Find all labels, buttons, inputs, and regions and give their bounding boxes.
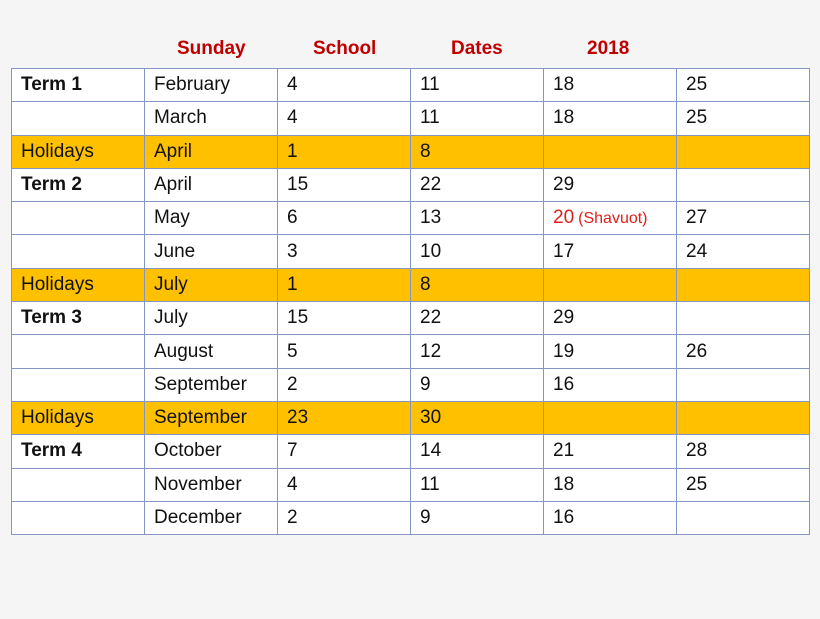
date-cell xyxy=(544,135,677,168)
table-row xyxy=(12,501,810,534)
date-cell: 21 xyxy=(544,435,677,468)
title-word-sunday: Sunday xyxy=(177,38,246,59)
term-cell xyxy=(12,202,145,235)
date-cell: 15 xyxy=(278,302,411,335)
term-cell: Holidays xyxy=(12,401,145,434)
date-cell: 4 xyxy=(278,102,411,135)
month-cell: July xyxy=(145,268,278,301)
term-cell xyxy=(12,235,145,268)
date-cell: 29 xyxy=(544,302,677,335)
table-row xyxy=(12,168,810,201)
date-cell xyxy=(677,168,810,201)
date-cell: 14 xyxy=(411,435,544,468)
table-row xyxy=(12,235,810,268)
schedule-table xyxy=(11,68,810,535)
date-cell: 11 xyxy=(411,102,544,135)
date-cell: 7 xyxy=(278,435,411,468)
month-cell: February xyxy=(145,69,278,102)
month-cell: September xyxy=(145,401,278,434)
date-cell xyxy=(677,302,810,335)
date-cell: 26 xyxy=(677,335,810,368)
month-cell: April xyxy=(145,135,278,168)
date-cell: 25 xyxy=(677,69,810,102)
month-cell: September xyxy=(145,368,278,401)
date-cell: 22 xyxy=(411,302,544,335)
date-cell: 2 xyxy=(278,368,411,401)
holiday-row xyxy=(12,401,810,434)
date-cell: 18 xyxy=(544,468,677,501)
date-cell: 25 xyxy=(677,102,810,135)
date-cell xyxy=(544,268,677,301)
date-cell xyxy=(544,202,677,235)
date-cell xyxy=(677,501,810,534)
date-cell: 1 xyxy=(278,135,411,168)
month-cell: April xyxy=(145,168,278,201)
table-row xyxy=(12,468,810,501)
term-cell: Term 2 xyxy=(12,168,145,201)
date-cell: 5 xyxy=(278,335,411,368)
date-cell: 24 xyxy=(677,235,810,268)
term-cell xyxy=(12,335,145,368)
table-row xyxy=(12,202,810,235)
date-cell: 4 xyxy=(278,468,411,501)
date-cell: 8 xyxy=(411,135,544,168)
date-cell xyxy=(677,368,810,401)
month-cell: December xyxy=(145,501,278,534)
term-cell xyxy=(12,501,145,534)
table-row xyxy=(12,69,810,102)
holiday-note: (Shavuot) xyxy=(578,210,648,228)
table-row xyxy=(12,102,810,135)
date-cell: 9 xyxy=(411,368,544,401)
month-cell: November xyxy=(145,468,278,501)
title-word-dates: Dates xyxy=(451,38,503,59)
date-cell: 22 xyxy=(411,168,544,201)
term-cell xyxy=(12,102,145,135)
date-cell: 6 xyxy=(278,202,411,235)
date-cell: 18 xyxy=(544,102,677,135)
date-cell: 28 xyxy=(677,435,810,468)
table-row xyxy=(12,335,810,368)
date-cell xyxy=(677,268,810,301)
month-cell: June xyxy=(145,235,278,268)
date-cell: 2 xyxy=(278,501,411,534)
date-cell: 15 xyxy=(278,168,411,201)
date-cell: 11 xyxy=(411,69,544,102)
date-cell: 10 xyxy=(411,235,544,268)
date-cell: 23 xyxy=(278,401,411,434)
title-word-year: 2018 xyxy=(587,38,630,59)
table-row xyxy=(12,435,810,468)
date-cell: 1 xyxy=(278,268,411,301)
term-cell xyxy=(12,468,145,501)
date-cell: 19 xyxy=(544,335,677,368)
date-cell xyxy=(544,401,677,434)
date-cell xyxy=(677,401,810,434)
date-cell: 4 xyxy=(278,69,411,102)
term-cell: Term 3 xyxy=(12,302,145,335)
month-cell: October xyxy=(145,435,278,468)
term-cell: Holidays xyxy=(12,135,145,168)
date-cell: 25 xyxy=(677,468,810,501)
date-cell: 11 xyxy=(411,468,544,501)
term-cell: Holidays xyxy=(12,268,145,301)
title-word-school: School xyxy=(313,38,377,59)
date-cell xyxy=(677,135,810,168)
term-cell: Term 1 xyxy=(12,69,145,102)
holiday-row xyxy=(12,268,810,301)
holiday-row xyxy=(12,135,810,168)
date-cell: 16 xyxy=(544,368,677,401)
date-cell: 27 xyxy=(677,202,810,235)
term-cell xyxy=(12,368,145,401)
date-cell: 30 xyxy=(411,401,544,434)
date-cell: 8 xyxy=(411,268,544,301)
date-cell: 3 xyxy=(278,235,411,268)
date-cell: 29 xyxy=(544,168,677,201)
date-cell: 12 xyxy=(411,335,544,368)
date-cell: 16 xyxy=(544,501,677,534)
date-cell: 17 xyxy=(544,235,677,268)
month-cell: May xyxy=(145,202,278,235)
month-cell: August xyxy=(145,335,278,368)
date-cell: 13 xyxy=(411,202,544,235)
date-cell: 18 xyxy=(544,69,677,102)
term-cell: Term 4 xyxy=(12,435,145,468)
table-title xyxy=(0,38,820,64)
table-row xyxy=(12,368,810,401)
special-date: 20 xyxy=(553,207,575,229)
date-cell: 9 xyxy=(411,501,544,534)
month-cell: March xyxy=(145,102,278,135)
month-cell: July xyxy=(145,302,278,335)
table-row xyxy=(12,302,810,335)
